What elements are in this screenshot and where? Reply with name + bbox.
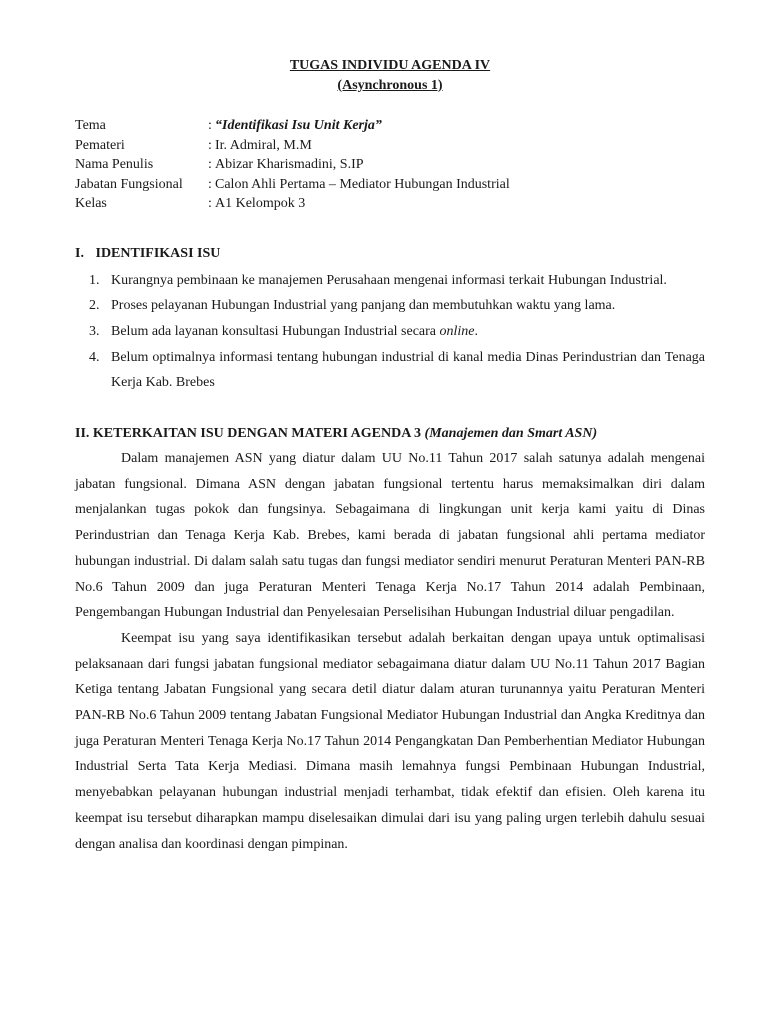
meta-label: Pemateri	[75, 137, 125, 153]
meta-row-nama-penulis	[75, 155, 705, 175]
section-2-paragraph-1: Dalam manajemen ASN yang diatur dalam UU No.11 Tahun 2017 salah satunya adalah mengenai jabatan fungsional. Dimana ASN dengan jabatan fungsional tertentu harus memaksimalkan diri dalam menjalankan tugas pokok dan fungsinya. Sebagaimana di lingkungan unit kerja kami yaitu di Dinas Perindustrian dan Tenaga Kerja Kab. Brebes, kami berada di jabatan fungsional ahli pertama mediator hubungan industrial. Di dalam salah satu tugas dan fungsi mediator sendiri menurut Peraturan Menteri PAN-RB No.6 Tahun 2009 dan juga Peraturan Menteri Tenaga Kerja No.17 Tahun 2014 adalah Pembinaan, Pengembangan Hubungan Industrial dan Penyelesaian Perselisihan Hubungan Industrial diluar pengadilan.	[75, 451, 705, 621]
meta-separator: :	[208, 118, 212, 133]
meta-row-kelas	[75, 194, 705, 214]
meta-label: Tema	[75, 118, 106, 133]
meta-separator: :	[208, 196, 212, 211]
meta-value-kelas: A1 Kelompok 3	[215, 196, 306, 211]
section-2-heading	[75, 424, 705, 444]
meta-separator: :	[208, 137, 212, 153]
meta-row-jabatan	[75, 175, 705, 195]
metadata-table	[75, 116, 705, 214]
list-item-text-italic: online	[439, 323, 475, 339]
meta-row-tema	[75, 116, 705, 136]
list-item	[75, 319, 705, 345]
list-item-number: 2.	[89, 298, 100, 314]
list-item-text-before: Belum ada layanan konsultasi Hubungan Industrial secara	[111, 323, 440, 339]
document-title: TUGAS INDIVIDU AGENDA IV	[289, 58, 491, 73]
list-item-text: Belum optimalnya informasi tentang hubungan industrial di kanal media Dinas Perindustrian dan Tenaga Kerja Kab. Brebes	[111, 349, 705, 391]
section-2-paragraph-2: Keempat isu yang saya identifikasikan tersebut adalah berkaitan dengan upaya untuk optimalisasi pelaksanaan dari fungsi jabatan fungsional mediator sebagaimana diatur dalam UU No.11 Tahun 2017 Bagian Ketiga tentang Jabatan Fungsional yang secara detil diatur dalam aturan turunannya yaitu Peraturan Menteri PAN-RB No.6 Tahun 2009 tentang Jabatan Fungsional Mediator Hubungan Industrial dan Angka Kreditnya dan juga Peraturan Menteri Tenaga Kerja No.17 Tahun 2014 Pengangkatan Dan Pemberhentian Mediator Hubungan Industrial Serta Tata Kerja Mediasi. Dimana masih lemahnya fungsi Pembinaan Hubungan Industrial, menyebabkan pelayanan hubungan industrial menjadi terhambat, tidak efektif dan efisien. Oleh karena itu keempat isu tersebut diharapkan mampu diselesaikan dimulai dari isu yang paling urgen terlebih dahulu sesuai dengan analisa dan koordinasi dengan pimpinan.	[75, 630, 705, 852]
section-1-heading	[75, 244, 705, 264]
meta-value-tema: “Identifikasi Isu Unit Kerja”	[215, 118, 382, 133]
list-item-number: 1.	[89, 272, 100, 288]
meta-label: Jabatan Fungsional	[75, 176, 183, 192]
meta-value-pemateri: Ir. Admiral, M.M	[215, 137, 312, 153]
section-2-title: II. KETERKAITAN ISU DENGAN MATERI AGENDA 3	[75, 426, 425, 442]
section-1-number: I.	[75, 245, 84, 261]
list-item-text: Kurangnya pembinaan ke manajemen Perusahaan mengenai informasi terkait Hubungan Industrial.	[111, 272, 667, 288]
list-item-text: Proses pelayanan Hubungan Industrial yang panjang dan membutuhkan waktu yang lama.	[111, 298, 616, 314]
list-item-number: 4.	[89, 349, 100, 365]
list-item	[75, 345, 705, 396]
list-item-text	[111, 319, 705, 345]
issue-list	[75, 268, 705, 397]
meta-label: Nama Penulis	[75, 157, 154, 172]
meta-separator: :	[208, 157, 212, 172]
meta-label: Kelas	[75, 196, 107, 211]
list-item-number: 3.	[89, 323, 100, 339]
list-item	[75, 268, 705, 294]
list-item	[75, 293, 705, 319]
document-subtitle: (Asynchronous 1)	[337, 78, 443, 93]
list-item-text-after: .	[474, 323, 479, 339]
meta-value-jabatan: Calon Ahli Pertama – Mediator Hubungan Industrial	[215, 176, 510, 192]
meta-row-pemateri	[75, 136, 705, 156]
meta-separator: :	[208, 176, 212, 192]
meta-value-nama-penulis: Abizar Kharismadini, S.IP	[215, 157, 364, 172]
section-2-subtitle: (Manajemen dan Smart ASN)	[424, 426, 598, 442]
section-1-title: IDENTIFIKASI ISU	[95, 245, 221, 261]
